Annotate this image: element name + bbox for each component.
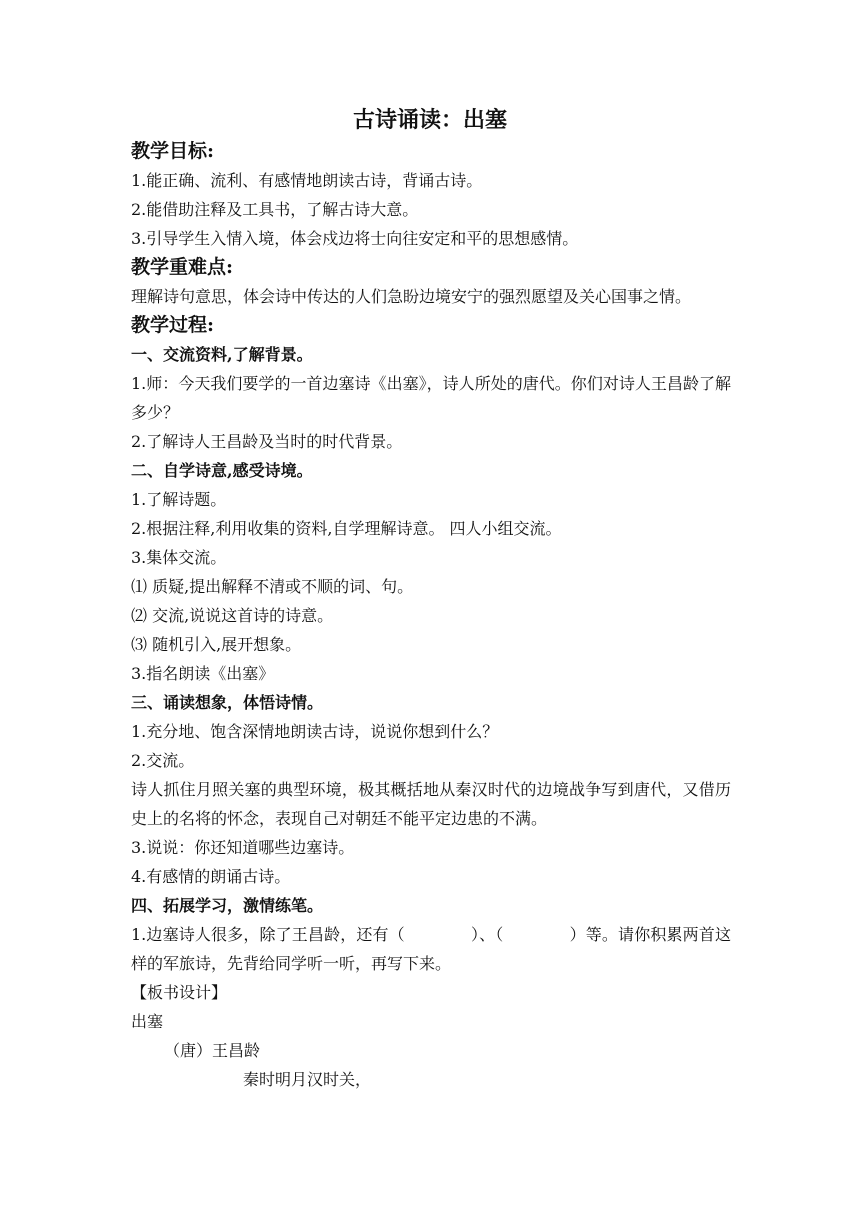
board-poem-title: 出塞 [131,1012,164,1031]
process-item: ⑵ 交流,说说这首诗的诗意。 [131,606,334,625]
process-item: 1.了解诗题。 [131,490,227,509]
document-body [131,137,731,1094]
process-paragraph: 诗人抓住月照关塞的典型环境，极其概括地从秦汉时代的边境战争写到唐代，又借历史上的名将的怀念，表现自己对朝廷不能平定边患的不满。 [131,780,731,828]
process-item-fill-blank [131,920,731,978]
process-heading: 教学过程: [131,314,215,336]
fill-blank-text-1: 1.边塞诗人很多，除了王昌龄，还有（ [131,925,405,944]
process-item: 3.集体交流。 [131,548,227,567]
process-item: 2.交流。 [131,751,195,770]
section-title: 一、交流资料,了解背景。 [131,345,313,364]
section-title: 四、拓展学习，激情练笔。 [131,896,324,915]
section-title: 二、自学诗意,感受诗境。 [131,461,313,480]
process-item: 2.根据注释,利用收集的资料,自学理解诗意。 四人小组交流。 [131,519,562,538]
process-item: 3.指名朗读《出塞》 [131,664,275,683]
process-item: ⑴ 质疑,提出解释不清或不顺的词、句。 [131,577,414,596]
board-author: （唐）王昌龄 [164,1041,261,1060]
process-item: 4.有感情的朗诵古诗。 [131,867,291,886]
objective-item: 3.引导学生入情入境，体会戍边将士向往安定和平的思想感情。 [131,229,579,248]
objective-item: 1.能正确、流利、有感情地朗读古诗，背诵古诗。 [131,171,483,190]
key-points-text: 理解诗句意思，体会诗中传达的人们急盼边境安宁的强烈愿望及关心国事之情。 [131,287,692,306]
fill-blank-text-3: ）等。请你积累两首这样的军旅诗，先背给同学听一听，再写下来。 [131,925,731,973]
process-item: 2.了解诗人王昌龄及当时的时代背景。 [131,432,403,451]
board-heading: 【板书设计】 [131,983,228,1002]
board-poem-line: 秦时明月汉时关， [243,1070,372,1089]
process-item: ⑶ 随机引入,展开想象。 [131,635,302,654]
page-title: 古诗诵读：出塞 [352,107,507,133]
process-item: 1.充分地、饱含深情地朗读古诗，说说你想到什么？ [131,722,499,741]
process-item: 3.说说：你还知道哪些边塞诗。 [131,838,355,857]
fill-blank-text-2: ）、（ [470,925,504,944]
process-item: 1.师：今天我们要学的一首边塞诗《出塞》，诗人所处的唐代。你们对诗人王昌龄了解多少？ [131,374,731,422]
key-points-heading: 教学重难点: [131,256,234,278]
objective-item: 2.能借助注释及工具书，了解古诗大意。 [131,200,419,219]
section-title: 三、诵读想象，体悟诗情。 [131,693,324,712]
objectives-heading: 教学目标: [131,140,215,162]
